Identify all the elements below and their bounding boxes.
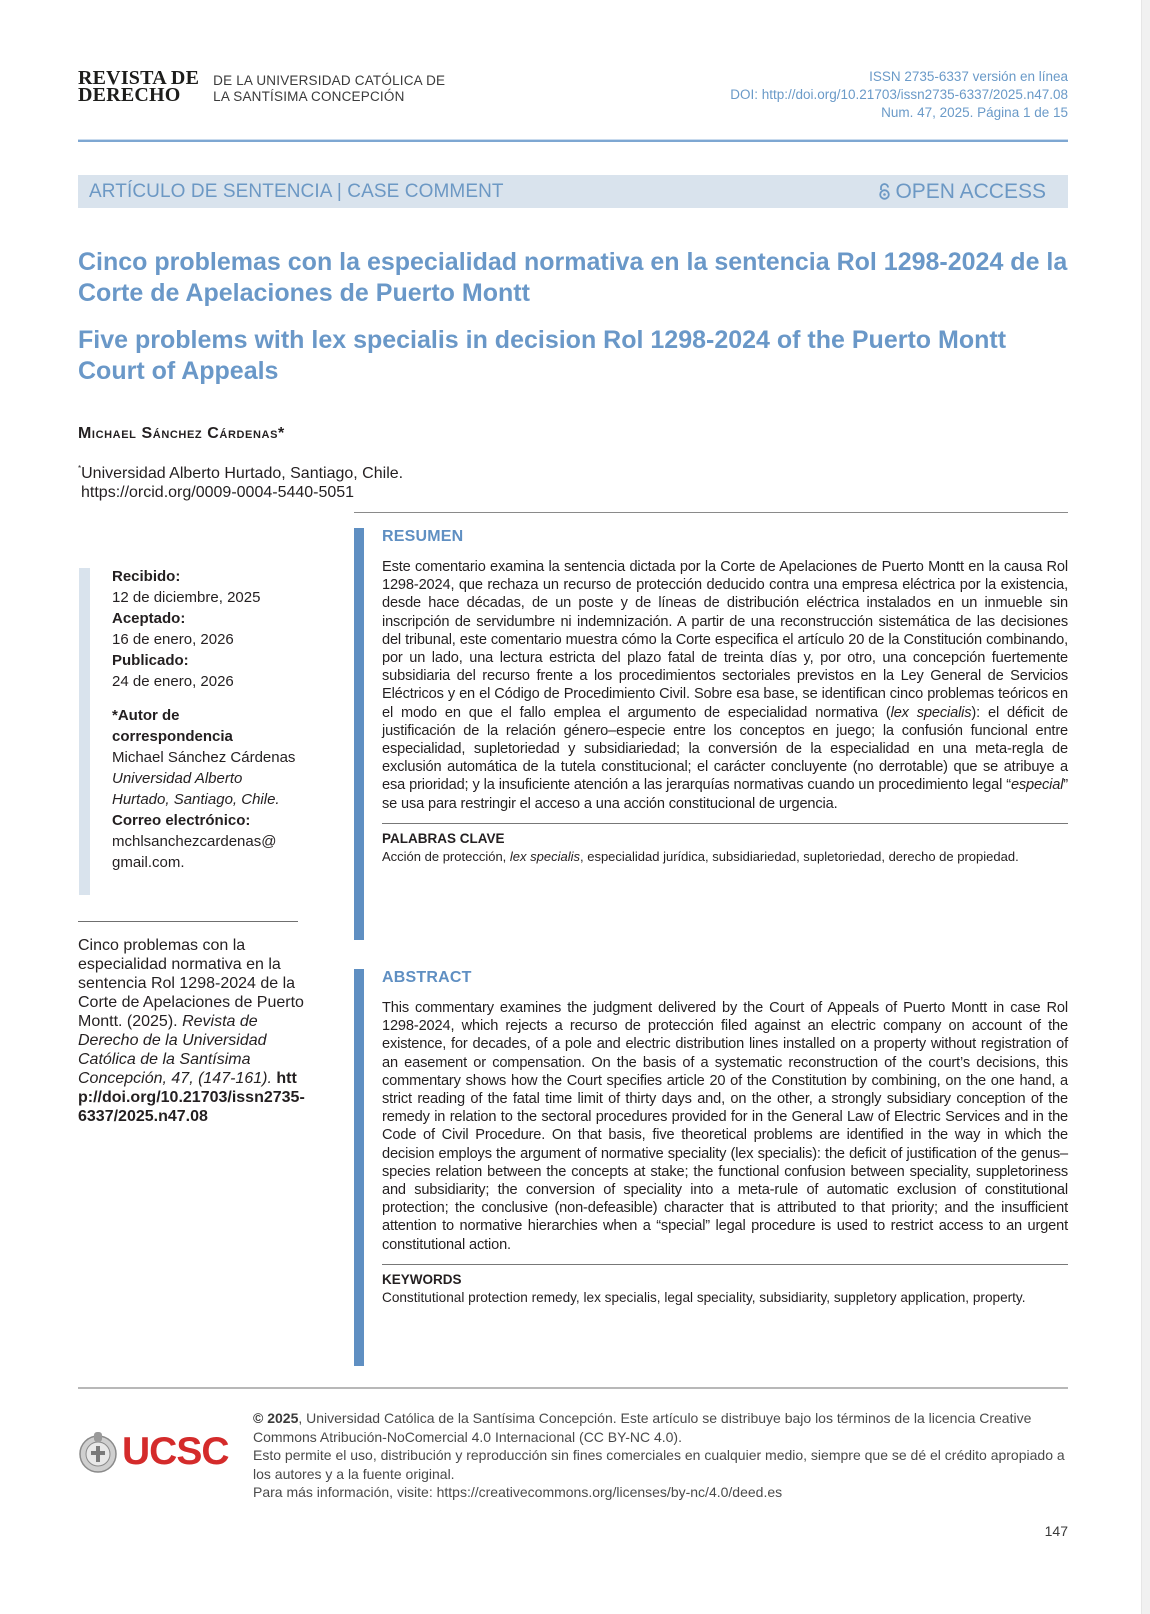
keywords-divider	[382, 823, 1068, 824]
sidebar-accent-bar	[79, 568, 90, 895]
citation-doi-link[interactable]: http://doi.org/10.21703/issn2735-6337/2025.n47.08	[78, 1070, 305, 1125]
resumen-text-part: ): el déficit de justificación de la relación género–especie entre los conceptos en juego; la confusión funcional entre especialidad, supletoriedad y subsidiariedad; la conversión de la especialidad en una meta-regla de exclusión automática de la tutela constitucional; el carácter concluyente (no derrotable) que se atribuye a esa prioridad; y la insuficiente atención a las jerarquías normativas cuando un procedimiento legal “	[382, 704, 1068, 794]
abstract-section	[354, 969, 1068, 1307]
header-divider	[78, 139, 1068, 142]
palabras-clave-part: Acción de protección,	[382, 848, 510, 864]
citation-text: Cinco problemas con la especialidad normativa en la sentencia Rol 1298-2024 de la Corte de Apelaciones de Puerto Montt. (2025).	[78, 937, 304, 1030]
author-affiliation: Universidad Alberto Hurtado, Santiago, Chile.	[81, 465, 404, 482]
title-english: Five problems with lex specialis in decision Rol 1298-2024 of the Puerto Montt Court of Appeals	[78, 326, 1007, 385]
palabras-clave-emphasis: lex specialis	[509, 848, 580, 864]
main-divider	[354, 512, 1068, 513]
journal-subtitle-line1: DE LA UNIVERSIDAD CATÓLICA DE	[213, 73, 446, 88]
page-edge	[1141, 0, 1150, 1614]
correspondence-affiliation: Universidad Alberto Hurtado, Santiago, Chile.	[112, 770, 280, 808]
footer-divider	[78, 1387, 1068, 1389]
abstract-text: This commentary examines the judgment delivered by the Court of Appeals of Puerto Montt in case Rol 1298-2024, which rejects a recurso de protección filed against an electric company on account of the existence, for decades, of a pole and electric distribution lines installed on a property without registration of an easement or compensation. On the basis of a systematic reconstruction of the court’s decisions, this commentary shows how the Court specifies article 20 of the Constitution by combining, on the one hand, a strict reading of the fatal time limit of thirty days and, on the other, a strongly subsidiary conception of the remedy in relation to the sectoral procedures provided for in the General Law of Electric Services and in the Code of Civil Procedure. On that basis, five theoretical problems are identified in the way in which the decision employs the argument of normative speciality (lex specialis): the deficit of justification of the genus–species relation between the concepts at stake; the functional confusion between speciality, suppletoriness and subsidiarity; the conversion of speciality into a meta-rule of automatic exclusion of constitutional protection; the conclusive (non-defeasible) character that is attributed to that priority; and the insufficient attention to normative hierarchies when a “special” legal procedure is used to restrict access to an urgent constitutional action.	[382, 1000, 1068, 1253]
open-access-lock-icon	[878, 183, 891, 200]
license-link[interactable]: Para más información, visite: https://creativecommons.org/licenses/by-nc/4.0/deed.es	[253, 1484, 783, 1500]
ucsc-logo	[78, 1430, 229, 1474]
copyright-year: © 2025	[253, 1410, 299, 1426]
article-dates-sidebar	[112, 566, 322, 873]
journal-masthead	[78, 67, 446, 106]
journal-logo	[78, 67, 200, 106]
published-date: 24 de enero, 2026	[112, 673, 234, 690]
received-label: Recibido:	[112, 568, 181, 585]
correspondence-label: *Autor de correspondencia	[112, 707, 233, 745]
abstract-accent-bar	[354, 969, 364, 1366]
author-name: Michael Sánchez Cárdenas*	[78, 425, 285, 442]
article-type-bar	[78, 175, 1068, 208]
sidebar-divider	[78, 921, 298, 922]
open-access-badge	[878, 180, 1046, 204]
abstract-heading: ABSTRACT	[382, 969, 472, 986]
keywords-text: Constitutional protection remedy, lex specialis, legal speciality, subsidiarity, suppletory application, property.	[382, 1289, 1026, 1305]
palabras-clave-text	[382, 848, 1068, 866]
citation-journal: Revista de Derecho de la Universidad Católica de la Santísima Concepción, 47, (147-161).	[78, 1013, 272, 1087]
author-affiliation-block	[78, 459, 403, 502]
citation-block	[78, 936, 308, 1126]
keywords-heading: KEYWORDS	[382, 1271, 462, 1287]
published-label: Publicado:	[112, 652, 189, 669]
accepted-date: 16 de enero, 2026	[112, 631, 234, 648]
issn: ISSN 2735-6337 versión en línea	[869, 69, 1068, 84]
resumen-accent-bar	[354, 528, 364, 940]
license-statement: , Universidad Católica de la Santísima Concepción. Este artículo se distribuye bajo los términos de la licencia Creative Commons Atribución-NoComercial 4.0 Internacional (CC BY-NC 4.0).	[253, 1410, 1032, 1445]
palabras-clave-part: , especialidad jurídica, subsidiariedad, supletoriedad, derecho de propiedad.	[580, 848, 1019, 864]
resumen-text-emphasis: especial	[1010, 777, 1064, 794]
correspondence-name: Michael Sánchez Cárdenas	[112, 749, 296, 766]
orcid-link[interactable]: https://orcid.org/0009-0004-5440-5051	[81, 484, 355, 501]
journal-logo-line2: DERECHO	[78, 84, 181, 106]
received-date: 12 de diciembre, 2025	[112, 589, 261, 606]
issue-page-info: Num. 47, 2025. Página 1 de 15	[881, 105, 1068, 120]
resumen-heading: RESUMEN	[382, 528, 464, 545]
doi-link[interactable]: DOI: http://doi.org/10.21703/issn2735-6337/2025.n47.08	[730, 87, 1068, 102]
accepted-label: Aceptado:	[112, 610, 186, 627]
title-spanish: Cinco problemas con la especialidad normativa en la sentencia Rol 1298-2024 de la Corte de Apelaciones de Puerto Montt	[78, 248, 1068, 307]
palabras-clave-heading: PALABRAS CLAVE	[382, 830, 505, 846]
publication-info	[730, 68, 1068, 122]
ucsc-wordmark: UCSC	[122, 1430, 229, 1473]
resumen-section	[354, 528, 1068, 866]
resumen-text-part: Este comentario examina la sentencia dictada por la Corte de Apelaciones de Puerto Montt en la causa Rol 1298-2024, que rechaza un recurso de protección deducido contra una empresa eléctrica por la existencia, desde hace décadas, de un poste y de líneas de distribución eléctrica instalados en un inmueble sin inscripción de servidumbre ni indemnización. A partir de una reconstrucción sistemática de las decisiones del tribunal, este comentario muestra cómo la Corte especifica el artículo 20 de la Constitución combinando, por un lado, una lectura estricta del plazo fatal de treinta días y, por otro, una concepción fuertemente subsidiaria del recurso frente a los procedimientos sectoriales previstos en la Ley General de Servicios Eléctricos y en el Código de Procedimiento Civil. Sobre esa base, se identifican cinco problemas teóricos en el modo en que el fallo emplea el argumento de especialidad normativa (	[382, 559, 1068, 721]
open-access-label: OPEN ACCESS	[895, 179, 1046, 203]
journal-subtitle-line2: LA SANTÍSIMA CONCEPCIÓN	[213, 88, 405, 104]
journal-subtitle	[213, 73, 445, 104]
license-text	[253, 1409, 1068, 1502]
email-address[interactable]: mchlsanchezcardenas@ gmail.com.	[112, 833, 277, 871]
university-seal-icon	[78, 1430, 118, 1474]
page-number: 147	[1044, 1523, 1068, 1539]
keywords-divider	[382, 1264, 1068, 1265]
affiliation-marker: *	[78, 464, 82, 473]
resumen-text	[382, 558, 1068, 813]
email-label: Correo electrónico:	[112, 812, 251, 829]
article-type-label: ARTÍCULO DE SENTENCIA | CASE COMMENT	[89, 180, 504, 202]
journal-logo-line1: REVISTA DE	[78, 67, 200, 89]
license-permissions: Esto permite el uso, distribución y reproducción sin fines comerciales en cualquier medio, siempre que se dé el crédito apropiado a los autores y a la fuente original.	[253, 1447, 1065, 1482]
resumen-text-part: ” se usa para restringir el acceso a una acción constitucional de urgencia.	[382, 777, 1068, 812]
resumen-text-emphasis: lex specialis	[890, 704, 972, 721]
